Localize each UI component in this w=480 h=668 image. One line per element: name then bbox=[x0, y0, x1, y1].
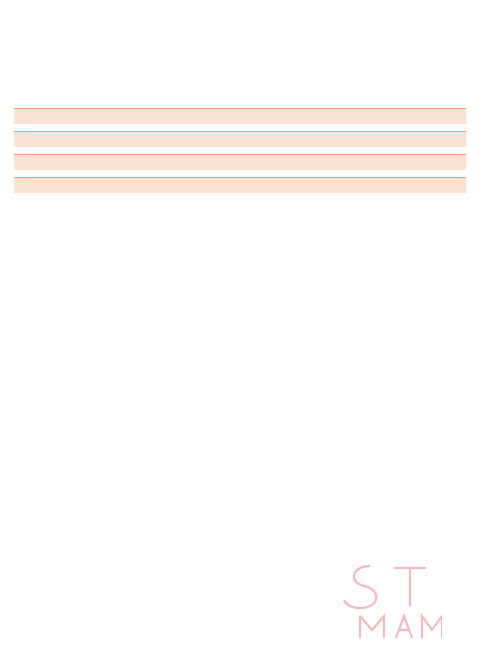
row-header bbox=[14, 108, 466, 124]
row-block-25 bbox=[14, 131, 466, 147]
row-block-27 bbox=[14, 177, 466, 193]
stranamam-logo-watermark bbox=[330, 560, 442, 642]
row-header bbox=[14, 154, 466, 170]
row-header bbox=[14, 131, 466, 147]
pattern-content bbox=[14, 101, 466, 193]
row-block-24 bbox=[14, 108, 466, 124]
document-header bbox=[0, 0, 480, 100]
row-header bbox=[14, 177, 466, 193]
row-block-26 bbox=[14, 154, 466, 170]
